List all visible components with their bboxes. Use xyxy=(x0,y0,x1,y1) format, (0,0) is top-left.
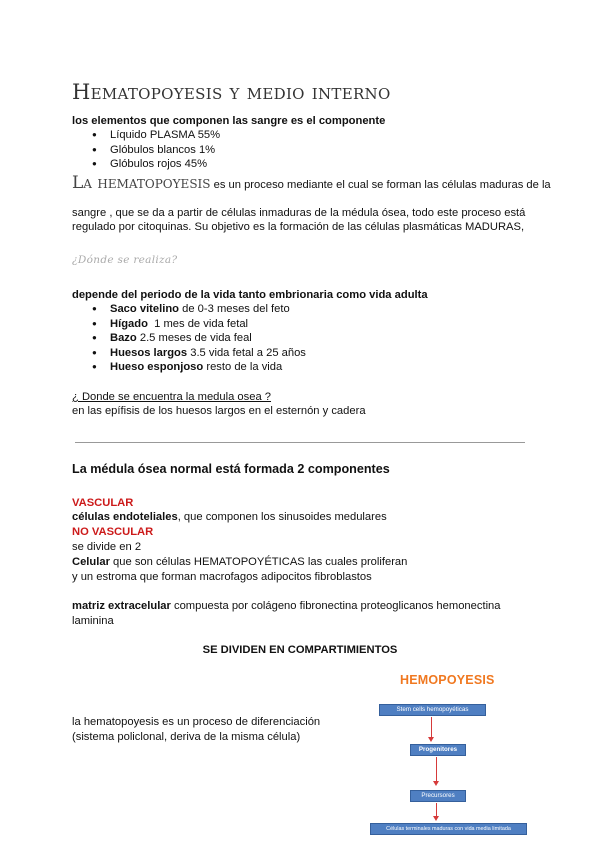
stroma-line: y un estroma que forman macrofagos adipocitos fibroblastos xyxy=(72,571,372,583)
diagram-arrow xyxy=(436,757,437,783)
blood-components-heading: los elementos que componen las sangre es el componente xyxy=(72,115,386,127)
period-list xyxy=(90,302,306,375)
list-item: ● Saco vitelino de 0-3 meses del feto xyxy=(90,302,306,317)
diagram-arrow xyxy=(431,717,432,739)
definition-line-3: regulado por citoquinas. Su objetivo es la formación de las células plasmáticas MADURAS, xyxy=(72,221,525,233)
vascular-line: células endoteliales, que componen los sinusoides medulares xyxy=(72,511,387,523)
compartments-heading: SE DIVIDEN EN COMPARTIMIENTOS xyxy=(202,644,398,656)
period-heading: depende del periodo de la vida tanto embrionaria como vida adulta xyxy=(72,289,428,301)
divider xyxy=(75,442,525,443)
diagram-arrow xyxy=(436,803,437,818)
process-line-1: la hematopoyesis es un proceso de diferenciación xyxy=(72,716,321,728)
split-line: se divide en 2 xyxy=(72,541,142,553)
nonvascular-label: NO VASCULAR xyxy=(72,526,154,538)
question: ¿ Donde se encuentra la medula osea ? xyxy=(72,391,272,403)
list-item: ● Glóbulos rojos 45% xyxy=(90,157,220,172)
diagram-box-stem-cells: Stem cells hemopoyéticas xyxy=(379,704,486,716)
page-title: Hematopoyesis y medio interno xyxy=(72,80,391,104)
definition-lead: La hematopoyesis xyxy=(72,173,211,193)
definition-line-1: La hematopoyesis es un proceso mediante el cual se forman las células maduras de la xyxy=(72,173,551,193)
list-item: ● Glóbulos blancos 1% xyxy=(90,143,220,158)
list-item: ● Hueso esponjoso resto de la vida xyxy=(90,360,306,375)
vascular-label: VASCULAR xyxy=(72,497,134,509)
list-item: ● Bazo 2.5 meses de vida feal xyxy=(90,331,306,346)
answer: en las epífisis de los huesos largos en el esternón y cadera xyxy=(72,405,366,417)
matrix-line-2: laminina xyxy=(72,615,114,627)
list-item: ● Huesos largos 3.5 vida fetal a 25 años xyxy=(90,346,306,361)
diagram-box-celulas-terminales: Células terminales maduras con vida media limitada xyxy=(370,823,527,835)
list-item: ● Líquido PLASMA 55% xyxy=(90,128,220,143)
cellular-line: Celular que son células HEMATOPOYÉTICAS las cuales proliferan xyxy=(72,556,408,568)
blood-components-list xyxy=(90,128,220,172)
matrix-line: matriz extracelular compuesta por colágeno fibronectina proteoglicanos hemonectina xyxy=(72,600,501,612)
marrow-heading: La médula ósea normal está formada 2 componentes xyxy=(72,462,390,476)
where-heading: ¿Dónde se realiza? xyxy=(72,254,178,266)
diagram-box-precursores: Precursores xyxy=(410,790,466,802)
process-line-2: (sistema policlonal, deriva de la misma célula) xyxy=(72,731,301,743)
diagram-box-progenitores: Progenitores xyxy=(410,744,466,756)
definition-line-2: sangre , que se da a partir de células inmaduras de la médula ósea, todo este proceso está xyxy=(72,207,526,219)
diagram-title: HEMOPOYESIS xyxy=(400,673,495,687)
list-item: ● Hígado 1 mes de vida fetal xyxy=(90,317,306,332)
